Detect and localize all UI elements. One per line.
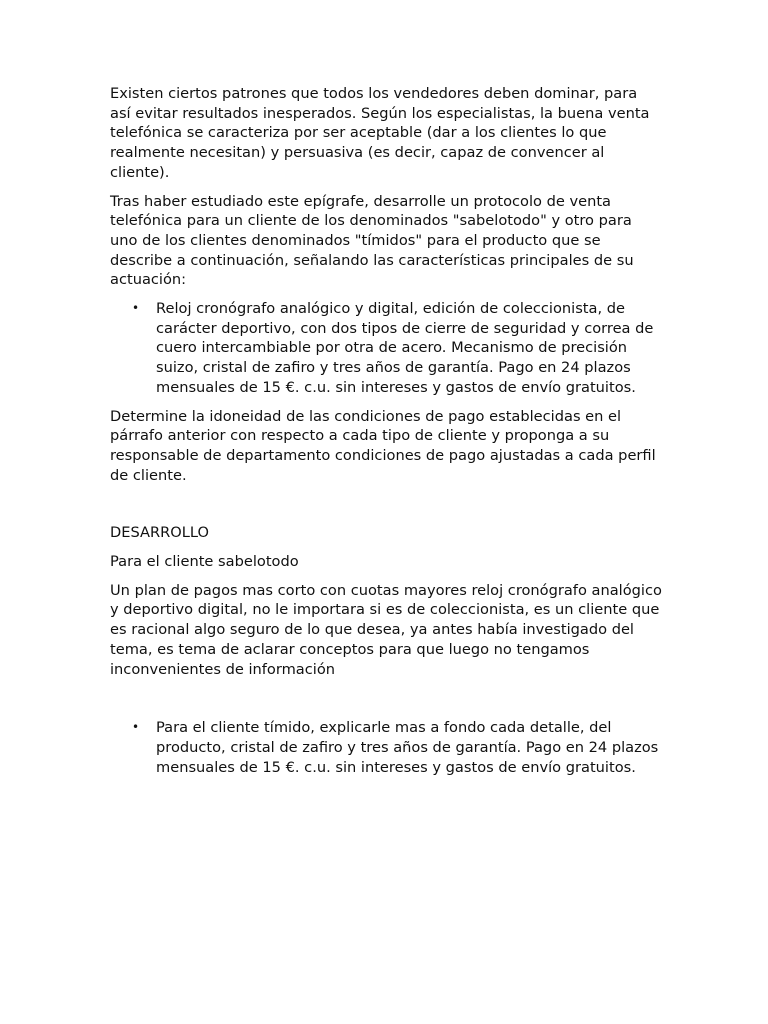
timido-list-item (132, 718, 662, 777)
task-paragraph: Tras haber estudiado este epígrafe, desarrolle un protocolo de venta telefónica para un cliente de los denominados "sabelotodo" y otro para uno de los clientes denominados "tímidos" para el producto que se describe a continuación, señalando las características principales de su actuación: (110, 192, 634, 289)
sabelotodo-paragraph: Un plan de pagos mas corto con cuotas mayores reloj cronógrafo analógico y deportivo digital, no le importara si es de coleccionista, es un cliente que es racional algo seguro de lo que desea, ya antes había investigado del tema, es tema de aclarar conceptos para que luego no tengamos inconvenientes de información (110, 581, 662, 678)
bullet-icon: • (132, 720, 140, 735)
product-list-item (132, 299, 662, 398)
sabelotodo-heading: Para el cliente sabelotodo (110, 553, 299, 571)
determine-paragraph: Determine la idoneidad de las condiciones de pago establecidas en el párrafo anterior con respecto a cada tipo de cliente y proponga a su responsable de departamento condiciones de pago ajustadas a cada perfil de cliente. (110, 407, 656, 484)
blank-line (110, 494, 662, 523)
intro-paragraph: Existen ciertos patrones que todos los vendedores deben dominar, para así evitar resultados inesperados. Según los especialistas, la buena venta telefónica se caracteriza por ser aceptable (dar a los clientes lo que realmente necesitan) y persuasiva (es decir, capaz de convencer al cliente). (110, 85, 650, 181)
product-description: Reloj cronógrafo analógico y digital, edición de coleccionista, de carácter deportivo, con dos tipos de cierre de seguridad y correa de cuero intercambiable por otra de acero. Mecanismo de precisión suizo, cristal de zafiro y tres años de garantía. Pago en 24 plazos mensuales de 15 €. c.u. sin intereses y gastos de envío gratuitos. (156, 300, 654, 396)
bullet-icon: • (132, 301, 140, 316)
section-heading: DESARROLLO (110, 524, 209, 542)
timido-list (110, 718, 662, 777)
blank-line (110, 688, 662, 718)
document-page (110, 84, 662, 786)
product-list (110, 299, 662, 398)
timido-description: Para el cliente tímido, explicarle mas a fondo cada detalle, del producto, cristal de zafiro y tres años de garantía. Pago en 24 plazos mensuales de 15 €. c.u. sin intereses y gastos de envío gratuitos. (156, 719, 659, 776)
